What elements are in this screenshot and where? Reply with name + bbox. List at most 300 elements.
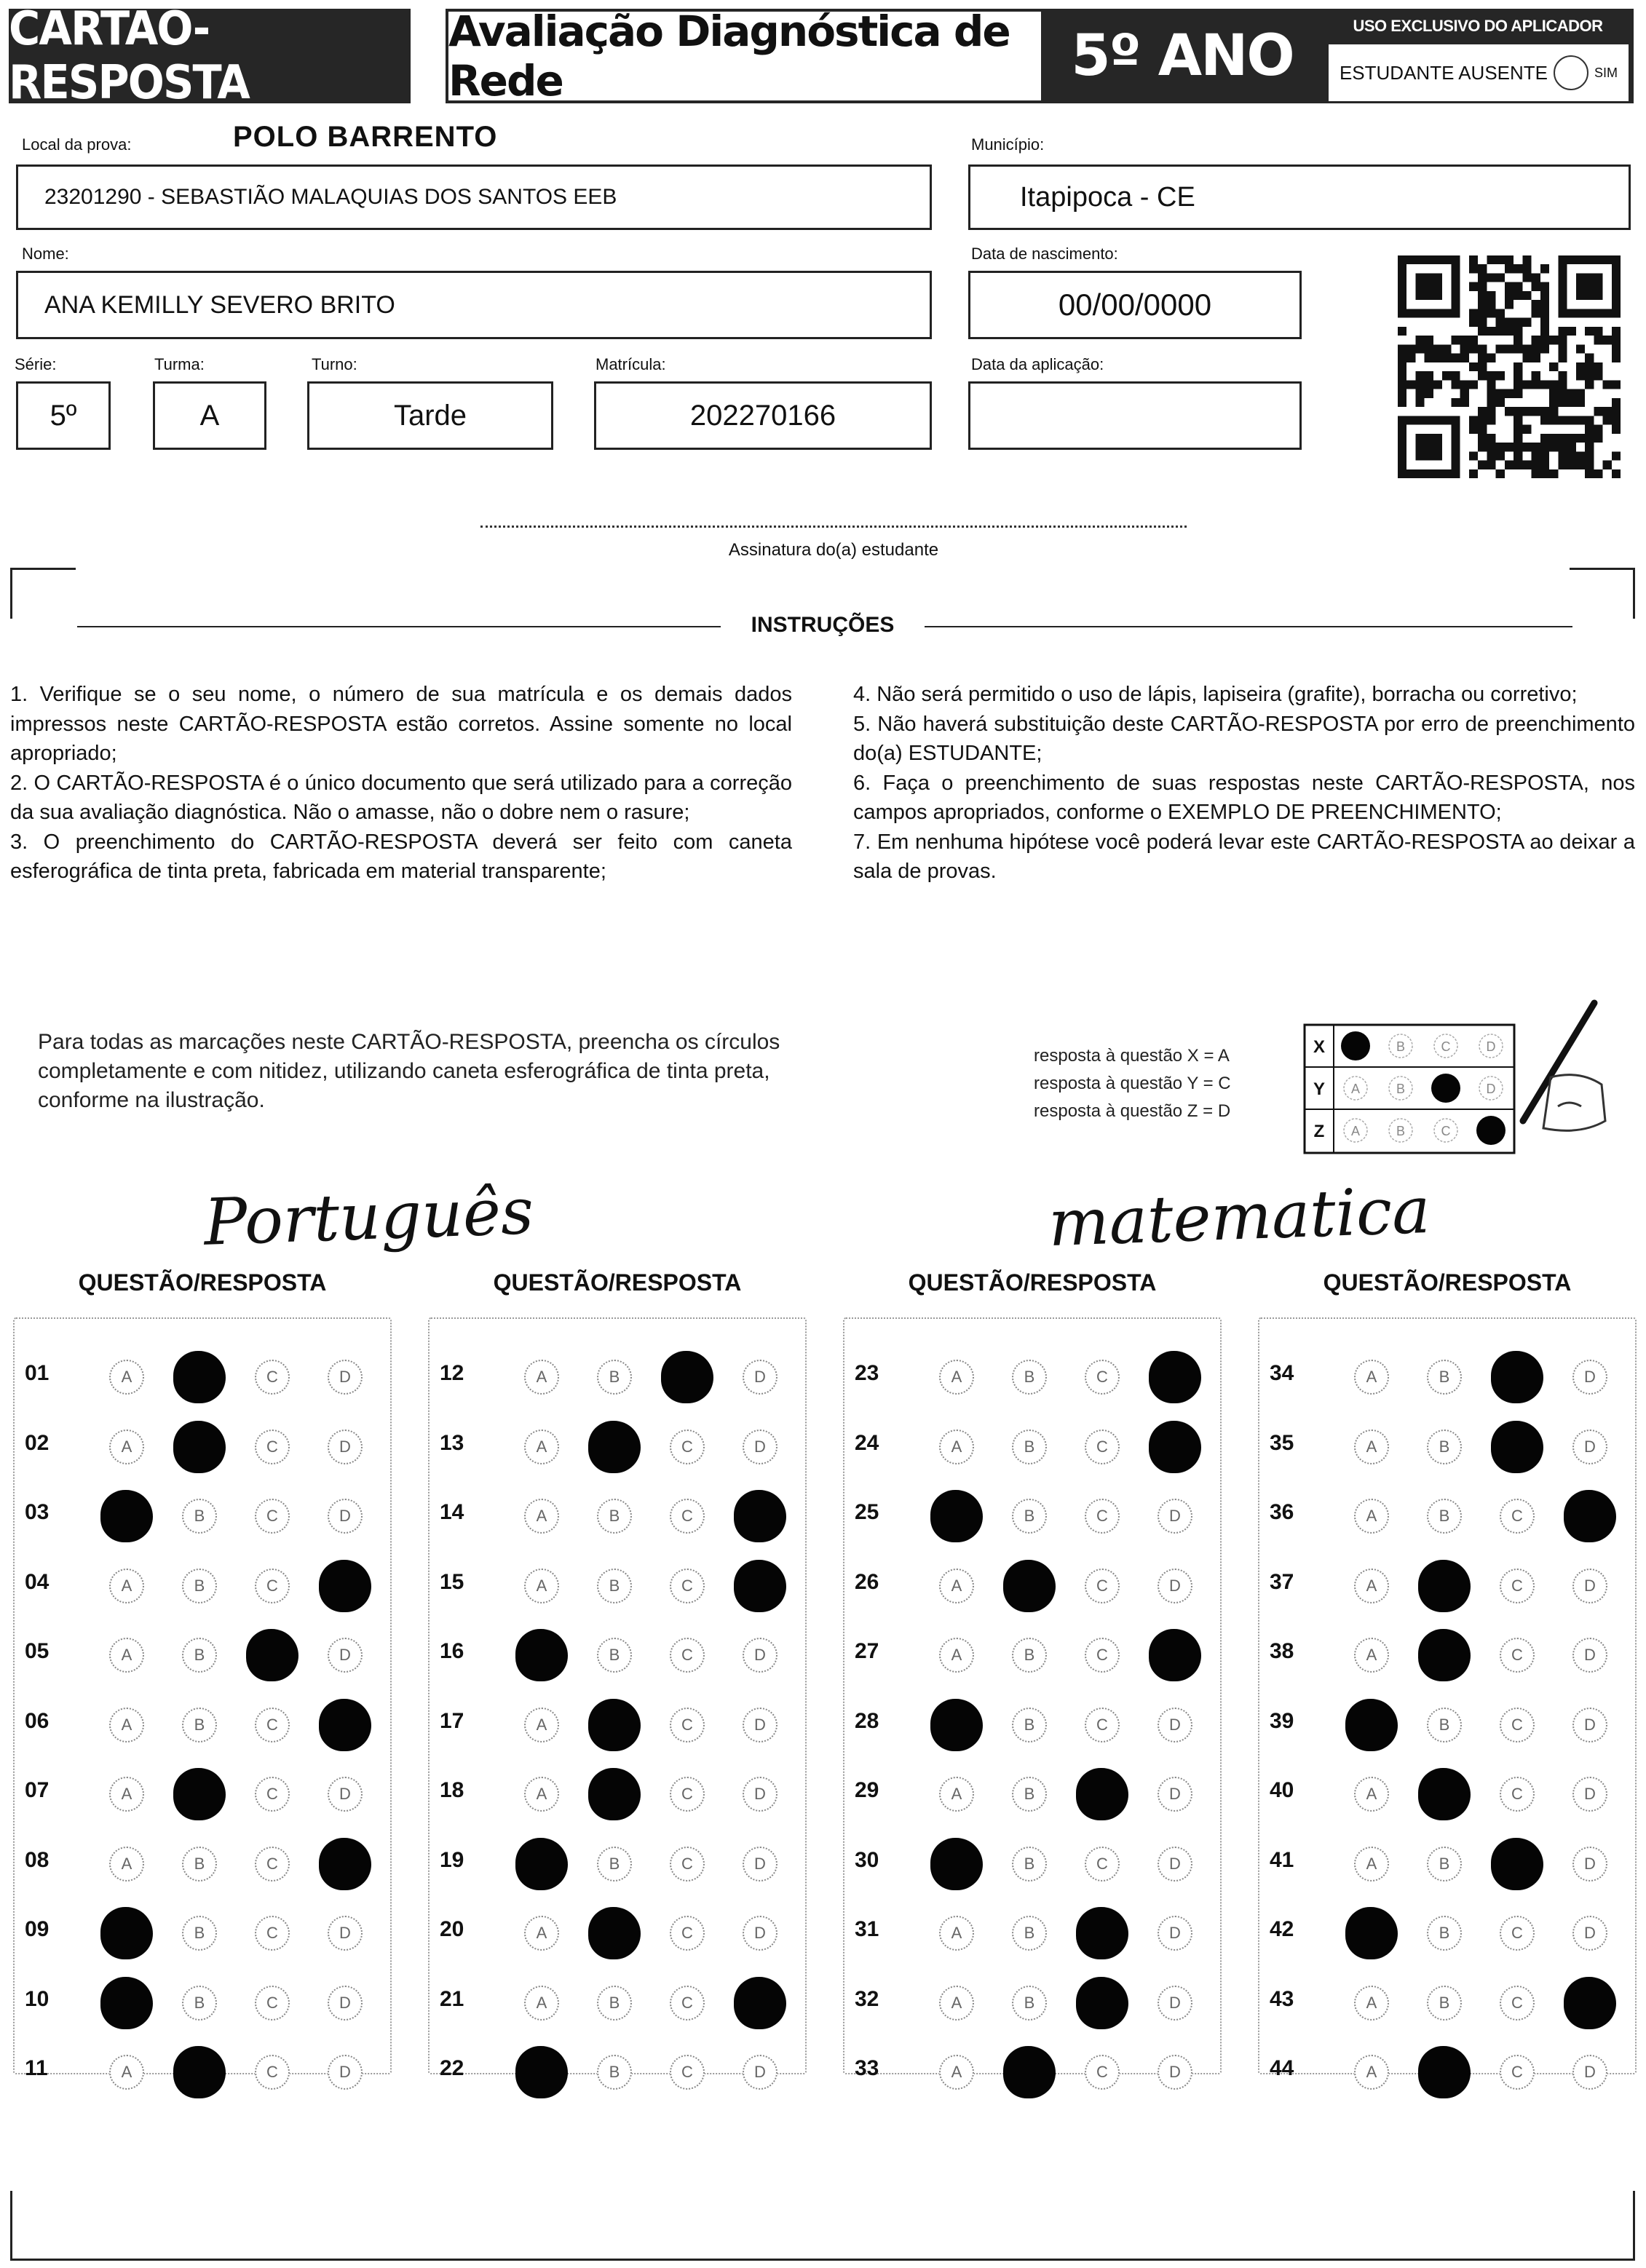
example-bubble-letter: B [1396,1082,1406,1096]
column-header: QUESTÃO/RESPOSTA [78,1269,327,1296]
answer-bubble[interactable]: A [1354,1499,1389,1534]
answer-bubble[interactable]: A [524,1360,559,1395]
question-number: 17 [440,1708,464,1733]
aplicacao-field[interactable] [968,381,1302,450]
answer-bubble-filled[interactable] [930,1699,983,1751]
nome-field [16,271,932,339]
turno-label: Turno: [312,355,357,373]
question-number: 07 [25,1778,50,1802]
answer-bubble-filled[interactable] [1003,1560,1056,1612]
question-number: 05 [25,1639,50,1663]
question-number: 15 [440,1569,464,1594]
question-number: 02 [25,1430,50,1455]
answer-bubble[interactable]: C [1500,1499,1535,1534]
answer-bubble[interactable]: C [1085,1430,1120,1464]
answer-bubble[interactable]: D [328,2055,363,2090]
answer-bubble[interactable]: D [743,1360,778,1395]
answer-bubble[interactable]: B [1427,1360,1462,1395]
answer-bubble[interactable]: C [670,1986,705,2021]
answer-bubble[interactable]: C [670,1916,705,1951]
instr-right-col [853,680,1635,887]
answer-bubble-filled[interactable] [1149,1629,1201,1681]
answer-bubble[interactable]: C [1500,1986,1535,2021]
answer-bubble[interactable]: D [743,1916,778,1951]
question-number: 41 [1270,1847,1294,1872]
answer-bubble[interactable]: D [743,1638,778,1673]
answer-bubble[interactable]: D [1158,1569,1192,1603]
column-header: QUESTÃO/RESPOSTA [493,1269,742,1296]
answer-bubble[interactable]: B [1012,1360,1047,1395]
answer-bubble[interactable]: C [670,1569,705,1603]
answer-bubble-filled[interactable] [930,1490,983,1542]
answer-bubble-filled[interactable] [173,2046,226,2098]
example-row-label: Y [1313,1079,1326,1099]
answer-bubble[interactable]: B [597,2055,632,2090]
answer-bubble[interactable]: B [182,1569,217,1603]
answer-bubble[interactable]: C [670,1708,705,1742]
answer-bubble[interactable]: D [743,1777,778,1812]
answer-bubble-filled[interactable] [1149,1421,1201,1473]
turno-value: Tarde [393,399,467,432]
answer-bubble-filled[interactable] [173,1421,226,1473]
example-y: resposta à questão Y = C [1034,1074,1231,1093]
aplicacao-label: Data da aplicação: [971,355,1104,373]
answer-bubble[interactable]: A [939,1986,974,2021]
answer-bubble[interactable]: B [1012,1986,1047,2021]
answer-bubble-filled[interactable] [246,1629,298,1681]
answer-bubble-filled[interactable] [319,1838,371,1890]
nascimento-field [968,271,1302,339]
handwritten-matematica: matematica [1047,1172,1432,1261]
answer-bubble[interactable]: B [597,1847,632,1882]
answer-bubble[interactable]: B [1427,1708,1462,1742]
answer-bubble-filled[interactable] [515,2046,568,2098]
answer-bubble[interactable]: D [1158,1499,1192,1534]
answer-bubble-filled[interactable] [1564,1490,1616,1542]
ausente-label: ESTUDANTE AUSENTE [1339,61,1548,84]
answer-bubble[interactable]: B [597,1986,632,2021]
ausente-sim-label: SIM [1594,65,1618,80]
question-number: 08 [25,1847,50,1872]
answer-bubble[interactable]: C [670,1499,705,1534]
example-grid [1303,1023,1516,1154]
example-row-label: Z [1313,1122,1325,1141]
answer-bubble[interactable]: C [1500,1708,1535,1742]
question-number: 20 [440,1917,464,1941]
answer-bubble-filled[interactable] [1491,1838,1543,1890]
answer-bubble-filled[interactable] [515,1629,568,1681]
answer-bubble[interactable]: B [182,1847,217,1882]
question-number: 23 [855,1361,879,1385]
question-number: 40 [1270,1778,1294,1802]
question-number: 43 [1270,1986,1294,2011]
question-number: 39 [1270,1708,1294,1733]
answer-bubble[interactable]: A [524,1708,559,1742]
answer-bubble[interactable]: C [255,1360,290,1395]
answer-bubble[interactable]: D [1572,1847,1607,1882]
example-row-label: X [1313,1037,1326,1057]
ausente-box [1326,42,1631,103]
answer-bubble-filled[interactable] [100,1490,153,1542]
example-bubble-letter: B [1396,1039,1406,1054]
answer-bubble[interactable]: C [670,1847,705,1882]
answer-bubble-filled[interactable] [319,1699,371,1751]
answer-bubble[interactable]: D [328,1499,363,1534]
answer-bubble[interactable]: B [182,1986,217,2021]
answer-bubble-filled[interactable] [1418,1768,1471,1820]
answer-bubble[interactable]: C [255,1847,290,1882]
answer-bubble[interactable]: C [255,1916,290,1951]
question-number: 18 [440,1778,464,1802]
question-number: 37 [1270,1569,1294,1594]
answer-bubble-filled[interactable] [734,1490,786,1542]
answer-bubble-filled[interactable] [1345,1699,1398,1751]
answer-bubble[interactable]: A [524,1430,559,1464]
answer-bubble[interactable]: D [1158,1777,1192,1812]
frame-top-left [10,568,76,570]
answer-bubble[interactable]: A [939,1430,974,1464]
answer-bubble[interactable]: B [1427,1499,1462,1534]
question-number: 04 [25,1569,50,1594]
answer-bubble[interactable]: A [524,1499,559,1534]
example-bubble-filled [1341,1031,1370,1060]
answer-bubble[interactable]: C [255,2055,290,2090]
answer-bubble[interactable]: A [939,1569,974,1603]
answer-bubble-filled[interactable] [1345,1907,1398,1959]
answer-column [843,1317,1222,2074]
answer-bubble-filled[interactable] [1418,1629,1471,1681]
answer-bubble[interactable]: A [1354,1847,1389,1882]
answer-bubble[interactable]: A [939,1638,974,1673]
answer-bubble[interactable]: A [109,1430,144,1464]
grade-title: 5º ANO [1071,23,1294,89]
answer-bubble[interactable]: D [1158,1916,1192,1951]
answer-bubble[interactable]: C [670,1777,705,1812]
answer-bubble[interactable]: A [1354,1569,1389,1603]
answer-bubble-filled[interactable] [1418,1560,1471,1612]
answer-bubble[interactable]: B [1427,1916,1462,1951]
question-number: 01 [25,1361,50,1385]
answer-bubble[interactable]: D [1572,1569,1607,1603]
frame-bottom-right-tick [1633,2191,1635,2261]
instr-item-4: 4. Não será permitido o uso de lápis, lapiseira (grafite), borracha ou corretivo; [853,683,1578,706]
ausente-bubble[interactable] [1554,55,1588,90]
answer-bubble[interactable]: C [1500,1569,1535,1603]
answer-bubble[interactable]: B [1427,1847,1462,1882]
nascimento-value: 00/00/0000 [1058,288,1212,322]
answer-bubble-filled[interactable] [1003,2046,1056,2098]
answer-bubble-filled[interactable] [100,1907,153,1959]
answer-bubble[interactable]: C [255,1986,290,2021]
answer-bubble[interactable]: B [182,1638,217,1673]
example-z: resposta à questão Z = D [1034,1101,1231,1121]
frame-bottom-left-tick [10,2191,12,2261]
answer-bubble-filled[interactable] [1418,2046,1471,2098]
answer-bubble-filled[interactable] [173,1768,226,1820]
question-number: 13 [440,1430,464,1455]
answer-bubble-filled[interactable] [319,1560,371,1612]
question-number: 42 [1270,1917,1294,1941]
question-number: 03 [25,1500,50,1524]
answer-bubble[interactable]: A [524,1777,559,1812]
answer-bubble-filled[interactable] [1564,1977,1616,2029]
serie-field [16,381,111,450]
answer-bubble-filled[interactable] [588,1768,641,1820]
answer-bubble[interactable]: C [255,1708,290,1742]
answer-bubble[interactable]: C [255,1569,290,1603]
column-header: QUESTÃO/RESPOSTA [1323,1269,1572,1296]
answer-bubble[interactable]: D [743,1430,778,1464]
answer-bubble[interactable]: D [1158,1986,1192,2021]
answer-bubble-filled[interactable] [1491,1421,1543,1473]
local-label: Local da prova: [22,135,132,154]
signature-line[interactable] [480,526,1187,528]
answer-bubble[interactable]: D [1572,1360,1607,1395]
answer-bubble-filled[interactable] [515,1838,568,1890]
municipio-label: Município: [971,135,1045,154]
answer-bubble[interactable]: D [743,1708,778,1742]
example-bubble-letter: C [1441,1039,1451,1054]
answer-bubble[interactable]: A [1354,1638,1389,1673]
card-title: CARTÃO-RESPOSTA [9,9,411,103]
answer-bubble[interactable]: D [328,1777,363,1812]
answer-bubble[interactable]: B [1012,1499,1047,1534]
handwritten-portugues: Português [202,1173,535,1260]
answer-bubble[interactable]: A [1354,1360,1389,1395]
escola-value: 23201290 - SEBASTIÃO MALAQUIAS DOS SANTOS EEB [44,185,617,209]
answer-column [428,1317,807,2074]
example-x: resposta à questão X = A [1034,1046,1230,1066]
municipio-value: Itapipoca - CE [1020,181,1195,213]
answer-bubble[interactable]: A [109,1638,144,1673]
answer-bubble[interactable]: D [1158,2055,1192,2090]
question-number: 16 [440,1639,464,1663]
answer-bubble-filled[interactable] [100,1977,153,2029]
instr-title: INSTRUÇÕES [721,613,925,638]
answer-bubble[interactable]: B [1012,1847,1047,1882]
polo-value: POLO BARRENTO [233,121,498,153]
instr-left-col [10,680,792,887]
frame-bottom-rule [10,2259,1634,2261]
answer-bubble-filled[interactable] [588,1907,641,1959]
answer-bubble[interactable]: C [1085,1847,1120,1882]
question-number: 44 [1270,2056,1294,2080]
matricula-field [594,381,932,450]
question-number: 26 [855,1569,879,1594]
serie-value: 5º [50,399,77,432]
answer-bubble[interactable]: C [1085,1360,1120,1395]
question-number: 34 [1270,1361,1294,1385]
municipio-field [968,164,1631,230]
answer-bubble[interactable]: A [939,2055,974,2090]
example-bubble-letter: D [1486,1082,1496,1096]
answer-bubble[interactable]: C [670,1430,705,1464]
answer-bubble[interactable]: D [328,1638,363,1673]
question-number: 14 [440,1500,464,1524]
answer-column [1258,1317,1637,2074]
example-bubble-letter: A [1350,1082,1361,1096]
answer-bubble[interactable]: B [1012,1708,1047,1742]
example-bubble-letter: A [1350,1124,1361,1138]
nome-value: ANA KEMILLY SEVERO BRITO [44,290,395,319]
answer-bubble[interactable]: C [1085,1569,1120,1603]
question-number: 19 [440,1847,464,1872]
answer-bubble[interactable]: A [1354,2055,1389,2090]
answer-bubble[interactable]: C [255,1499,290,1534]
instr-item-5: 5. Não haverá substituição deste CARTÃO-RESPOSTA por erro de preenchimento do(a) ESTUDANTE; [853,712,1635,765]
question-number: 10 [25,1986,50,2011]
answer-bubble[interactable]: A [939,1916,974,1951]
answer-bubble[interactable]: A [1354,1986,1389,2021]
fill-instruction: Para todas as marcações neste CARTÃO-RESPOSTA, preencha os círculos completamente e com nitidez, utilizando caneta esferográfica de tinta preta, conforme na ilustração. [38,1030,780,1112]
answer-bubble[interactable]: B [597,1360,632,1395]
answer-bubble[interactable]: B [1427,1430,1462,1464]
aplicador-label: USO EXCLUSIVO DO APLICADOR [1353,17,1603,35]
answer-bubble[interactable]: C [1500,1638,1535,1673]
column-header: QUESTÃO/RESPOSTA [908,1269,1157,1296]
answer-bubble[interactable]: A [1354,1430,1389,1464]
question-number: 09 [25,1917,50,1941]
answer-bubble[interactable]: D [1572,1638,1607,1673]
answer-bubble[interactable]: C [1085,1638,1120,1673]
answer-bubble[interactable]: B [182,1916,217,1951]
question-number: 36 [1270,1500,1294,1524]
answer-bubble-filled[interactable] [1149,1351,1201,1403]
answer-bubble[interactable]: D [1572,1916,1607,1951]
answer-bubble[interactable]: D [328,1916,363,1951]
answer-bubble[interactable]: B [1012,1430,1047,1464]
question-number: 35 [1270,1430,1294,1455]
answer-bubble[interactable]: C [1500,1916,1535,1951]
answer-bubble[interactable]: D [1572,1708,1607,1742]
question-number: 31 [855,1917,879,1941]
answer-bubble[interactable]: C [255,1430,290,1464]
turno-field [307,381,553,450]
answer-bubble[interactable]: C [670,2055,705,2090]
example-bubble-letter: D [1486,1039,1496,1054]
answer-bubble[interactable]: C [255,1777,290,1812]
escola-field [16,164,932,230]
answer-bubble[interactable]: A [939,1777,974,1812]
answer-bubble[interactable]: D [1158,1708,1192,1742]
answer-bubble[interactable]: D [1572,2055,1607,2090]
answer-bubble-filled[interactable] [930,1838,983,1890]
answer-bubble[interactable]: D [328,1430,363,1464]
question-number: 21 [440,1986,464,2011]
question-number: 28 [855,1708,879,1733]
answer-bubble[interactable]: D [328,1986,363,2021]
answer-bubble[interactable]: A [109,2055,144,2090]
answer-bubble-filled[interactable] [1491,1351,1543,1403]
answer-bubble[interactable]: B [182,1708,217,1742]
answer-bubble[interactable]: B [1012,1916,1047,1951]
instr-item-1: 1. Verifique se o seu nome, o número de sua matrícula e os demais dados impressos neste CARTÃO-RESPOSTA estão corretos. Assine somente no local apropriado; [10,683,792,765]
frame-top-right [1570,568,1635,570]
example-bubble-letter: C [1441,1124,1451,1138]
matricula-label: Matrícula: [596,355,666,373]
answer-bubble[interactable]: B [182,1499,217,1534]
answer-bubble[interactable]: A [1354,1777,1389,1812]
question-number: 30 [855,1847,879,1872]
answer-bubble[interactable]: C [1500,2055,1535,2090]
answer-bubble[interactable]: A [524,1569,559,1603]
answer-bubble[interactable]: B [597,1499,632,1534]
answer-bubble-filled[interactable] [661,1351,713,1403]
answer-bubble-filled[interactable] [734,1977,786,2029]
signature-label: Assinatura do(a) estudante [728,540,939,560]
instr-item-2: 2. O CARTÃO-RESPOSTA é o único documento que será utilizado para a correção da sua avaliação diagnóstica. Não o amasse, não o dobre nem o rasure; [10,771,792,824]
question-number: 12 [440,1361,464,1385]
answer-bubble[interactable]: A [939,1360,974,1395]
exam-title: Avaliação Diagnóstica de Rede [446,9,1044,103]
answer-bubble[interactable]: C [1085,2055,1120,2090]
instr-item-6: 6. Faça o preenchimento de suas respostas neste CARTÃO-RESPOSTA, nos campos apropriados, conforme o EXEMPLO DE PREENCHIMENTO; [853,771,1635,824]
answer-bubble[interactable]: A [524,1986,559,2021]
example-labels [1034,1042,1231,1125]
answer-bubble-filled[interactable] [1076,1907,1128,1959]
answer-bubble-filled[interactable] [588,1699,641,1751]
answer-bubble[interactable]: B [1427,1986,1462,2021]
question-number: 33 [855,2056,879,2080]
answer-bubble[interactable]: A [109,1847,144,1882]
instr-item-3: 3. O preenchimento do CARTÃO-RESPOSTA deverá ser feito com caneta esferográfica de tinta preta, fabricada em material transparente; [10,830,792,883]
question-number: 11 [25,2056,48,2080]
question-number: 32 [855,1986,879,2011]
answer-bubble[interactable]: B [1012,1777,1047,1812]
answer-bubble[interactable]: B [1012,1638,1047,1673]
answer-bubble-filled[interactable] [173,1351,226,1403]
answer-column [13,1317,392,2074]
answer-bubble-filled[interactable] [1076,1977,1128,2029]
answer-bubble-filled[interactable] [1076,1768,1128,1820]
question-number: 25 [855,1500,879,1524]
answer-bubble[interactable]: A [524,1916,559,1951]
nascimento-label: Data de nascimento: [971,245,1118,263]
frame-right-tick [1633,568,1635,619]
serie-label: Série: [15,355,57,373]
qr-code-icon [1398,252,1621,482]
answer-bubble[interactable]: D [743,2055,778,2090]
answer-bubble[interactable]: D [1572,1430,1607,1464]
answer-bubble[interactable]: D [328,1360,363,1395]
answer-bubble[interactable]: B [597,1638,632,1673]
answer-bubble[interactable]: A [109,1569,144,1603]
example-bubble-letter: B [1396,1124,1406,1138]
answer-bubble[interactable]: A [109,1777,144,1812]
answer-bubble[interactable]: D [1572,1777,1607,1812]
turma-value: A [199,399,220,432]
answer-bubble[interactable]: B [597,1569,632,1603]
answer-bubble-filled[interactable] [734,1560,786,1612]
pen-hand-icon [1500,997,1609,1143]
answer-bubble[interactable]: C [1085,1499,1120,1534]
answer-bubble[interactable]: C [670,1638,705,1673]
answer-bubble[interactable]: C [1085,1708,1120,1742]
frame-left-tick [10,568,12,619]
question-number: 24 [855,1430,879,1455]
question-number: 22 [440,2056,464,2080]
instr-item-7: 7. Em nenhuma hipótese você poderá levar este CARTÃO-RESPOSTA ao deixar a sala de provas. [853,830,1635,883]
answer-bubble[interactable]: A [109,1708,144,1742]
answer-bubble[interactable]: C [1500,1777,1535,1812]
matricula-value: 202270166 [689,399,836,432]
question-number: 29 [855,1778,879,1802]
answer-bubble[interactable]: D [1158,1847,1192,1882]
answer-bubble-filled[interactable] [588,1421,641,1473]
answer-bubble[interactable]: A [109,1360,144,1395]
nome-label: Nome: [22,245,69,263]
answer-bubble[interactable]: D [743,1847,778,1882]
